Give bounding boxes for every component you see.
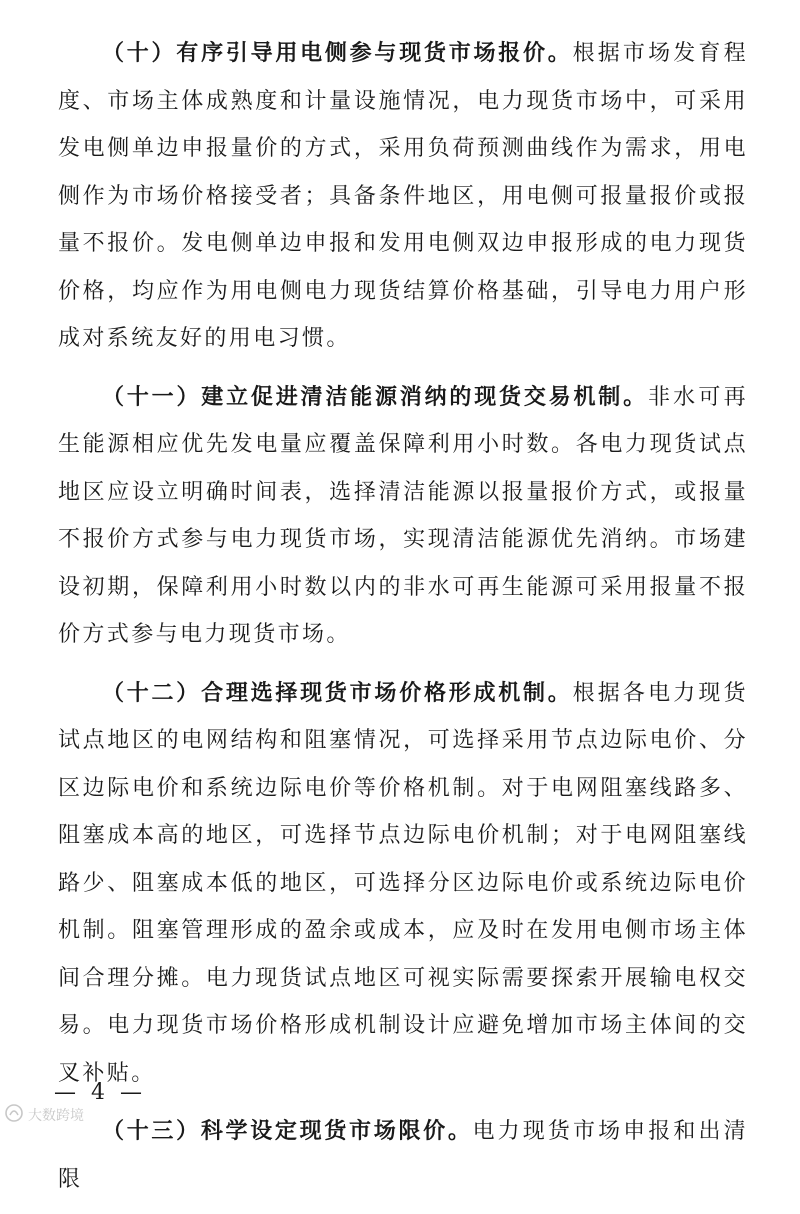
paragraph-text: 非水可再生能源相应优先发电量应覆盖保障利用小时数。各电力现货试点地区应设立明确时间表，选择清洁能源以报量报价方式，或报量不报价方式参与电力现货市场，实现清洁能源优先消纳。市场建设初期，保障利用小时数以内的非水可再生能源可采用报量不报价方式参与电力现货市场。 [58, 384, 748, 647]
page-number: — 4 — [54, 1080, 146, 1105]
watermark-text: 大数跨境 [28, 1108, 84, 1124]
paragraph-text: 电力现货市场申报和出清限 [58, 1119, 748, 1192]
watermark-logo-icon [4, 1103, 24, 1127]
paragraph-heading: （十二）合理选择现货市场价格形成机制。 [102, 680, 573, 706]
paragraph-heading: （十）有序引导用电侧参与现货市场报价。 [102, 41, 573, 66]
paragraph-12 [58, 670, 748, 1098]
paragraph-text: 根据各电力现货试点地区的电网结构和阻塞情况，可选择采用节点边际电价、分区边际电价和系统边际电价等价格机制。对于电网阻塞线路多、阻塞成本高的地区，可选择节点边际电价机制；对于电网阻塞线路少、阻塞成本低的地区，可选择分区边际电价或系统边际电价机制。阻塞管理形成的盈余或成本，应及时在发用电侧市场主体间合理分摊。电力现货试点地区可视实际需要探索开展输电权交易。电力现货市场价格形成机制设计应避免增加市场主体间的交叉补贴。 [58, 680, 748, 1086]
paragraph-heading: （十三）科学设定现货市场限价。 [102, 1119, 473, 1144]
paragraph-13 [58, 1108, 748, 1203]
paragraph-heading: （十一）建立促进清洁能源消纳的现货交易机制。 [102, 384, 648, 410]
document-body [58, 30, 748, 1214]
paragraph-text: 根据市场发育程度、市场主体成熟度和计量设施情况，电力现货市场中，可采用发电侧单边申报量价的方式，采用负荷预测曲线作为需求，用电侧作为市场价格接受者；具备条件地区，用电侧可报量报价或报量不报价。发电侧单边申报和发用电侧双边申报形成的电力现货价格，均应作为用电侧电力现货结算价格基础，引导电力用户形成对系统友好的用电习惯。 [58, 41, 748, 351]
paragraph-10 [58, 30, 748, 363]
watermark [4, 1103, 84, 1127]
paragraph-11 [58, 374, 748, 659]
